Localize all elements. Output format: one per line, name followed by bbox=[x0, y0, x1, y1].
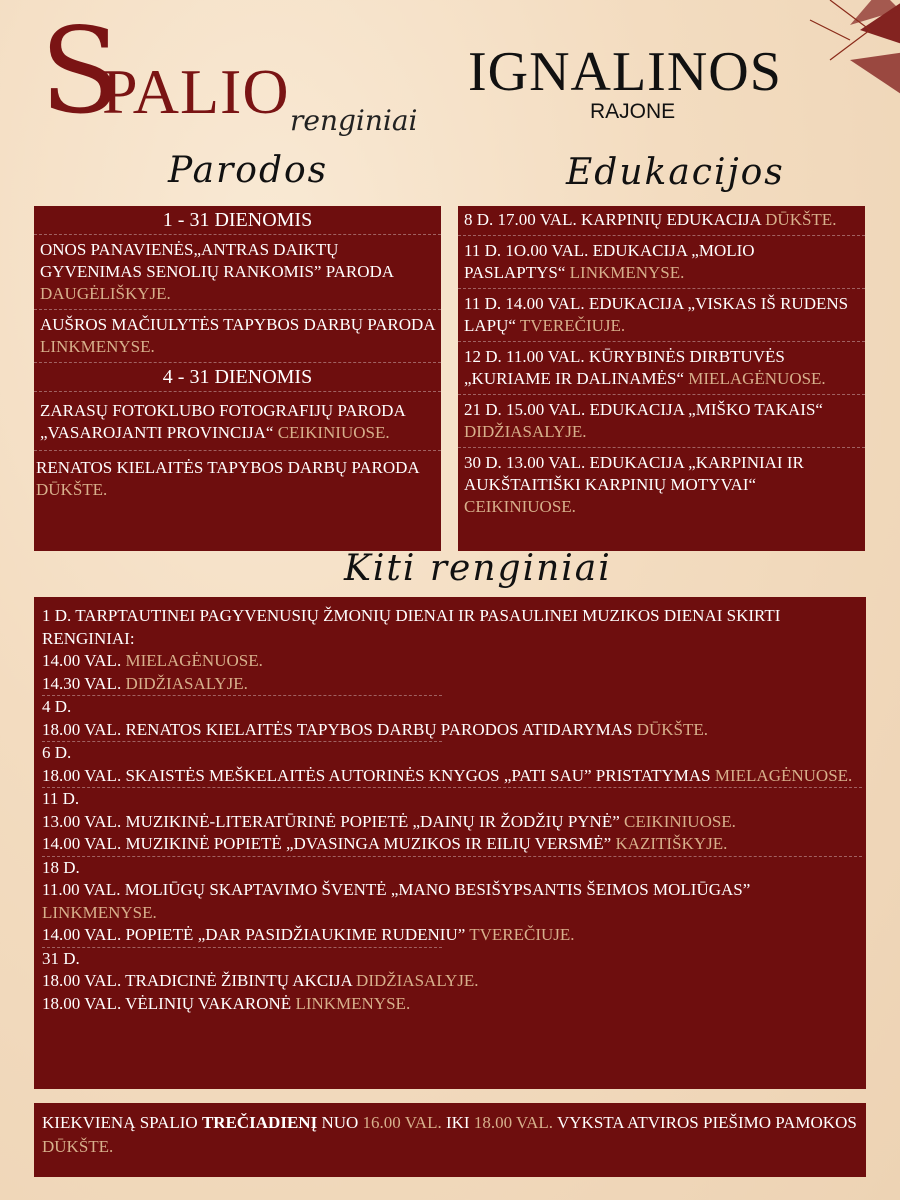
event-place: LINKMENYSE. bbox=[42, 902, 157, 922]
education-item bbox=[458, 236, 865, 289]
education-text: 11 D. 14.00 VAL. EDUKACIJA „VISKAS IŠ RUDENS LAPŲ“ bbox=[464, 294, 849, 335]
exhibition-text: RENATOS KIELAITĖS TAPYBOS DARBŲ PARODA bbox=[36, 458, 419, 477]
exhibition-item bbox=[34, 310, 441, 363]
event-place: DIDŽIASALYJE. bbox=[125, 673, 248, 693]
period-header: 1 - 31 DIENOMIS bbox=[34, 206, 441, 235]
education-text: 11 D. 1O.00 VAL. EDUKACIJA „MOLIO PASLAPTYS“ bbox=[464, 241, 755, 282]
education-item bbox=[458, 206, 865, 236]
exhibition-item bbox=[34, 392, 441, 451]
education-place: LINKMENYSE. bbox=[569, 263, 685, 282]
event-place: KAZITIŠKYJE. bbox=[615, 834, 728, 853]
education-place: MIELAGĖNUOSE. bbox=[688, 369, 826, 388]
education-item bbox=[458, 395, 865, 448]
event-date: 11 D. bbox=[42, 789, 80, 808]
decorative-leaf-ornament bbox=[790, 0, 900, 120]
heading-kiti-renginiai: Kiti renginiai bbox=[344, 548, 612, 589]
region-subtitle: RAJONE bbox=[590, 100, 676, 123]
exhibition-text: ONOS PANAVIENĖS„ANTRAS DAIKTŲ GYVENIMAS SENOLIŲ RANKOMIS” PARODA bbox=[40, 240, 394, 281]
event-text: 14.00 VAL. MUZIKINĖ POPIETĖ „DVASINGA MUZIKOS IR EILIŲ VERSMĖ” bbox=[42, 834, 616, 853]
event-text: 18.00 VAL. VĖLINIŲ VAKARONĖ bbox=[42, 993, 296, 1013]
event-date: 18 D. bbox=[42, 857, 80, 877]
event-place: MIELAGĖNUOSE. bbox=[125, 651, 263, 670]
event-time: 14.00 VAL. bbox=[42, 651, 126, 670]
education-item bbox=[458, 448, 865, 522]
exhibition-item bbox=[34, 451, 441, 505]
event-place: DŪKŠTE. bbox=[636, 719, 708, 739]
event-place: MIELAGĖNUOSE. bbox=[714, 765, 853, 785]
exhibitions-panel bbox=[34, 206, 441, 551]
notice-time: 18.00 VAL. bbox=[473, 1113, 554, 1132]
notice-text: IKI bbox=[441, 1113, 474, 1132]
heading-parodos: Parodos bbox=[168, 150, 329, 191]
education-panel bbox=[458, 206, 865, 551]
notice-text: NUO bbox=[317, 1113, 363, 1132]
event-intro: 1 D. TARPTAUTINEI PAGYVENUSIŲ ŽMONIŲ DIENAI IR PASAULINEI MUZIKOS DIENAI SKIRTI RENGINIAI: bbox=[42, 606, 781, 648]
event-date: 31 D. bbox=[42, 948, 80, 968]
education-place: DIDŽIASALYJE. bbox=[464, 422, 587, 441]
exhibition-text: ZARASŲ FOTOKLUBO FOTOGRAFIJŲ PARODA „VASAROJANTI PROVINCIJA“ bbox=[40, 401, 405, 442]
event-text: 11.00 VAL. MOLIŪGŲ SKAPTAVIMO ŠVENTĖ „MANO BESIŠYPSANTIS ŠEIMOS MOLIŪGAS” bbox=[42, 880, 751, 899]
event-place: CEIKINIUOSE. bbox=[624, 811, 736, 831]
event-date: 6 D. bbox=[42, 743, 72, 762]
event-time: 14.30 VAL. bbox=[42, 673, 126, 693]
exhibition-item bbox=[34, 235, 441, 310]
event-place: DIDŽIASALYJE. bbox=[356, 971, 479, 990]
exhibition-place: DŪKŠTE. bbox=[36, 480, 108, 499]
region-title: IGNALINOS bbox=[468, 41, 782, 103]
education-text: 12 D. 11.00 VAL. KŪRYBINĖS DIRBTUVĖS „KURIAME IR DALINAMĖS“ bbox=[464, 347, 785, 388]
event-text: 18.00 VAL. TRADICINĖ ŽIBINTŲ AKCIJA bbox=[42, 971, 357, 990]
exhibition-text: AUŠROS MAČIULYTĖS TAPYBOS DARBŲ PARODA bbox=[40, 315, 435, 334]
exhibition-place: DAUGĖLIŠKYJE. bbox=[40, 284, 171, 303]
event-text: 13.00 VAL. MUZIKINĖ-LITERATŪRINĖ POPIETĖ „DAINŲ IR ŽODŽIŲ PYNĖ” bbox=[42, 811, 625, 831]
notice-bold-day: TREČIADIENĮ bbox=[201, 1113, 318, 1132]
notice-text: VYKSTA ATVIROS PIEŠIMO PAMOKOS bbox=[553, 1113, 857, 1132]
heading-edukacijos: Edukacijos bbox=[566, 152, 785, 193]
education-text: 30 D. 13.00 VAL. EDUKACIJA „KARPINIAI IR AUKŠTAITIŠKI KARPINIŲ MOTYVAI“ bbox=[464, 453, 804, 494]
event-text: 14.00 VAL. POPIETĖ „DAR PASIDŽIAUKIME RUDENIU” bbox=[42, 925, 470, 944]
title-palio: PALIO bbox=[102, 56, 290, 127]
event-text: 18.00 VAL. RENATOS KIELAITĖS TAPYBOS DARBŲ PARODOS ATIDARYMAS bbox=[42, 719, 637, 739]
education-place: CEIKINIUOSE. bbox=[464, 497, 576, 516]
event-place: TVEREČIUJE. bbox=[469, 925, 575, 944]
event-place: LINKMENYSE. bbox=[295, 993, 411, 1013]
notice-time: 16.00 VAL. bbox=[362, 1113, 442, 1132]
education-item bbox=[458, 342, 865, 395]
exhibition-place: CEIKINIUOSE. bbox=[277, 423, 390, 442]
exhibition-place: LINKMENYSE. bbox=[40, 337, 155, 356]
weekly-notice-panel bbox=[34, 1103, 866, 1177]
notice-place: DŪKŠTE. bbox=[42, 1137, 114, 1156]
other-events-panel bbox=[34, 597, 866, 1089]
event-date: 4 D. bbox=[42, 697, 72, 716]
period-header: 4 - 31 DIENOMIS bbox=[34, 363, 441, 392]
education-place: TVEREČIUJE. bbox=[519, 316, 626, 335]
education-text: 8 D. 17.00 VAL. KARPINIŲ EDUKACIJA bbox=[464, 210, 766, 229]
education-place: DŪKŠTE. bbox=[765, 210, 837, 229]
education-text: 21 D. 15.00 VAL. EDUKACIJA „MIŠKO TAKAIS“ bbox=[464, 400, 823, 419]
event-text: 18.00 VAL. SKAISTĖS MEŠKELAITĖS AUTORINĖS KNYGOS „PATI SAU” PRISTATYMAS bbox=[42, 765, 715, 785]
notice-text: KIEKVIENĄ SPALIO bbox=[42, 1113, 202, 1132]
title-letter-s: S bbox=[40, 2, 121, 140]
education-item bbox=[458, 289, 865, 342]
title-renginiai: renginiai bbox=[290, 104, 418, 137]
